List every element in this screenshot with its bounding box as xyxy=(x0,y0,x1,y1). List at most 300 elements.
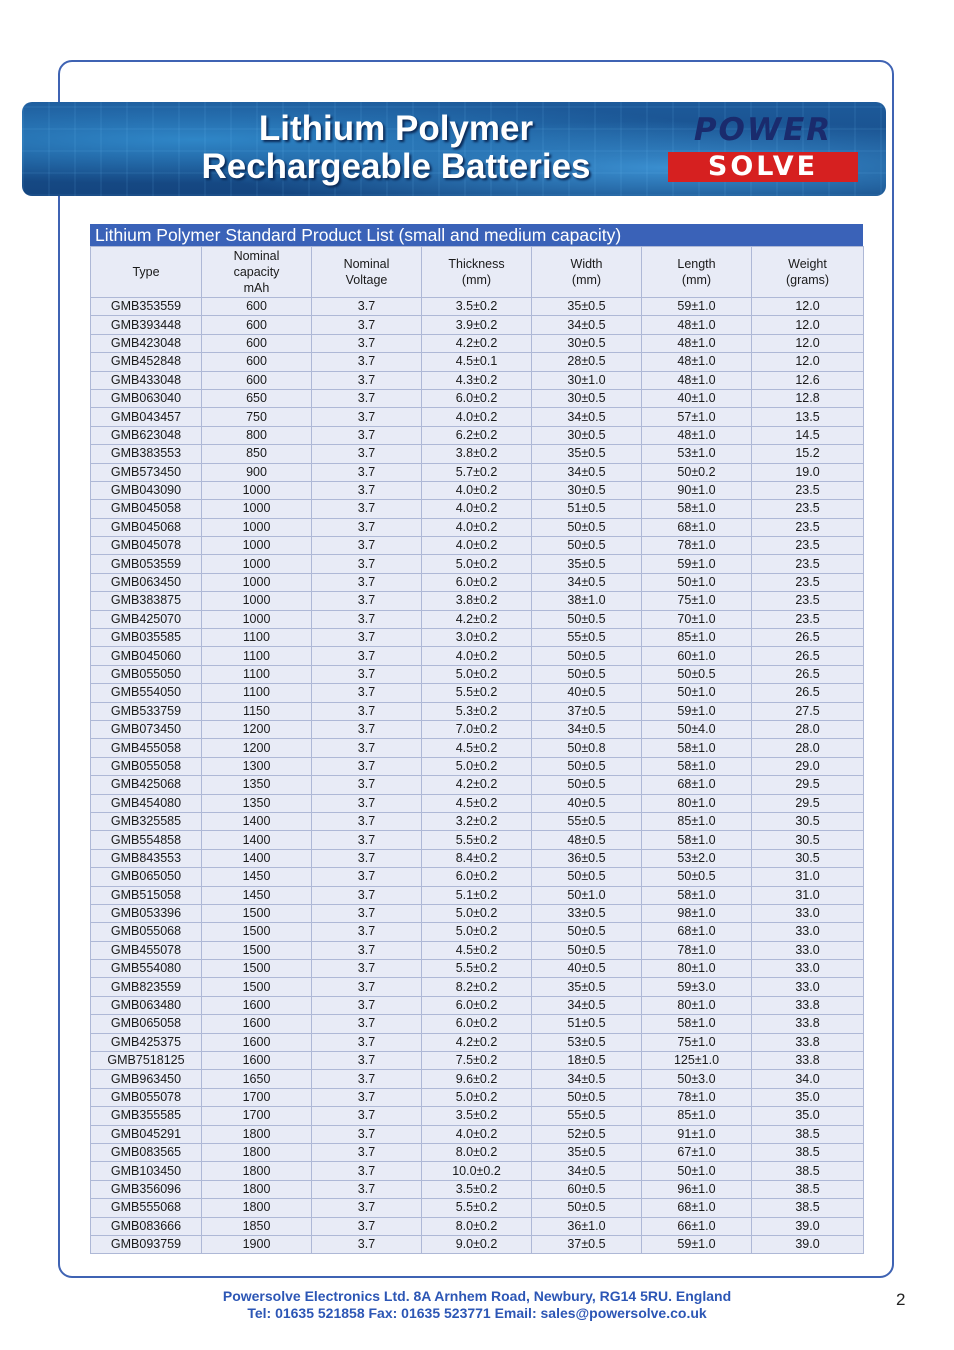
table-cell: 1450 xyxy=(202,868,312,886)
product-table-section xyxy=(90,224,863,1254)
table-cell: 1500 xyxy=(202,978,312,996)
table-cell: GMB963450 xyxy=(91,1070,202,1088)
table-cell: 48±0.5 xyxy=(532,831,642,849)
table-cell: 1300 xyxy=(202,757,312,775)
table-cell: 600 xyxy=(202,298,312,316)
table-cell: 38±1.0 xyxy=(532,592,642,610)
column-header-line: (mm) xyxy=(681,273,712,287)
table-cell: 38.5 xyxy=(752,1199,864,1217)
table-cell: 3.7 xyxy=(312,1199,422,1217)
table-cell: 58±1.0 xyxy=(642,500,752,518)
table-cell: 29.0 xyxy=(752,757,864,775)
table-cell: 50±1.0 xyxy=(642,684,752,702)
table-cell: 26.5 xyxy=(752,665,864,683)
table-cell: GMB554080 xyxy=(91,960,202,978)
table-cell: 36±1.0 xyxy=(532,1217,642,1235)
table-cell: GMB053396 xyxy=(91,904,202,922)
table-cell: 35.0 xyxy=(752,1107,864,1125)
table-cell: 68±1.0 xyxy=(642,776,752,794)
table-cell: 50±4.0 xyxy=(642,720,752,738)
table-cell: 14.5 xyxy=(752,426,864,444)
table-row xyxy=(91,298,864,316)
table-cell: 1100 xyxy=(202,684,312,702)
table-cell: 3.7 xyxy=(312,960,422,978)
table-cell: 3.7 xyxy=(312,923,422,941)
table-cell: 53±0.5 xyxy=(532,1033,642,1051)
table-cell: 50±0.8 xyxy=(532,739,642,757)
table-cell: 33.8 xyxy=(752,1015,864,1033)
table-cell: 3.8±0.2 xyxy=(422,592,532,610)
table-cell: 12.8 xyxy=(752,389,864,407)
table-cell: 5.5±0.2 xyxy=(422,831,532,849)
table-cell: 4.5±0.2 xyxy=(422,739,532,757)
table-cell: GMB063450 xyxy=(91,573,202,591)
table-cell: 1500 xyxy=(202,941,312,959)
table-cell: 1700 xyxy=(202,1107,312,1125)
table-cell: GMB053559 xyxy=(91,555,202,573)
table-cell: 85±1.0 xyxy=(642,812,752,830)
table-row xyxy=(91,776,864,794)
table-cell: GMB455078 xyxy=(91,941,202,959)
column-header-line: Nominal xyxy=(343,257,390,271)
table-cell: 1900 xyxy=(202,1235,312,1253)
table-cell: 58±1.0 xyxy=(642,739,752,757)
table-cell: 50±0.5 xyxy=(642,868,752,886)
table-header-row xyxy=(91,247,864,298)
table-cell: 35±0.5 xyxy=(532,555,642,573)
table-cell: GMB045060 xyxy=(91,647,202,665)
table-row xyxy=(91,1143,864,1161)
table-cell: 5.0±0.2 xyxy=(422,757,532,775)
table-cell: 33.0 xyxy=(752,978,864,996)
table-cell: 4.0±0.2 xyxy=(422,537,532,555)
table-row xyxy=(91,1235,864,1253)
table-cell: 50±0.2 xyxy=(642,463,752,481)
table-cell: 6.0±0.2 xyxy=(422,573,532,591)
table-row xyxy=(91,518,864,536)
table-row xyxy=(91,1088,864,1106)
table-cell: 3.5±0.2 xyxy=(422,1180,532,1198)
table-cell: 1350 xyxy=(202,776,312,794)
table-cell: 90±1.0 xyxy=(642,481,752,499)
table-row xyxy=(91,684,864,702)
table-cell: 3.7 xyxy=(312,849,422,867)
table-cell: 30.5 xyxy=(752,812,864,830)
table-cell: 50±0.5 xyxy=(532,868,642,886)
table-cell: 34±0.5 xyxy=(532,573,642,591)
table-row xyxy=(91,537,864,555)
table-cell: 3.7 xyxy=(312,1162,422,1180)
table-cell: 33.0 xyxy=(752,923,864,941)
table-cell: 37±0.5 xyxy=(532,1235,642,1253)
table-cell: 1600 xyxy=(202,1052,312,1070)
table-cell: 5.7±0.2 xyxy=(422,463,532,481)
column-header-line: (mm) xyxy=(461,273,492,287)
table-cell: GMB063480 xyxy=(91,996,202,1014)
table-cell: GMB515058 xyxy=(91,886,202,904)
table-cell: GMB554858 xyxy=(91,831,202,849)
table-cell: 5.5±0.2 xyxy=(422,684,532,702)
table-cell: 3.7 xyxy=(312,794,422,812)
table-cell: 3.7 xyxy=(312,463,422,481)
table-cell: 3.7 xyxy=(312,389,422,407)
table-cell: GMB423048 xyxy=(91,334,202,352)
table-cell: GMB065050 xyxy=(91,868,202,886)
table-cell: 7.5±0.2 xyxy=(422,1052,532,1070)
table-cell: 1000 xyxy=(202,592,312,610)
table-cell: 18±0.5 xyxy=(532,1052,642,1070)
table-cell: 1850 xyxy=(202,1217,312,1235)
table-cell: 3.7 xyxy=(312,868,422,886)
table-cell: 30±0.5 xyxy=(532,334,642,352)
table-cell: 33.8 xyxy=(752,996,864,1014)
table-caption: Lithium Polymer Standard Product List (small and medium capacity) xyxy=(90,224,863,246)
column-header-line: capacity xyxy=(233,265,280,279)
table-cell: 34±0.5 xyxy=(532,408,642,426)
table-cell: 5.0±0.2 xyxy=(422,555,532,573)
table-cell: 38.5 xyxy=(752,1125,864,1143)
table-cell: 27.5 xyxy=(752,702,864,720)
table-cell: GMB555068 xyxy=(91,1199,202,1217)
table-cell: GMB043090 xyxy=(91,481,202,499)
table-cell: 3.7 xyxy=(312,684,422,702)
table-cell: 80±1.0 xyxy=(642,960,752,978)
table-row xyxy=(91,1107,864,1125)
table-cell: 96±1.0 xyxy=(642,1180,752,1198)
table-cell: 4.2±0.2 xyxy=(422,776,532,794)
table-cell: 3.7 xyxy=(312,1033,422,1051)
table-cell: GMB083666 xyxy=(91,1217,202,1235)
table-row xyxy=(91,923,864,941)
table-cell: 1100 xyxy=(202,647,312,665)
product-table xyxy=(90,246,864,1254)
column-header xyxy=(422,247,532,298)
table-cell: 28.0 xyxy=(752,739,864,757)
table-cell: 7.0±0.2 xyxy=(422,720,532,738)
table-cell: GMB093759 xyxy=(91,1235,202,1253)
powersolve-logo xyxy=(664,114,864,184)
table-cell: 33.0 xyxy=(752,904,864,922)
table-cell: 39.0 xyxy=(752,1235,864,1253)
table-cell: GMB055078 xyxy=(91,1088,202,1106)
table-cell: 5.5±0.2 xyxy=(422,960,532,978)
table-cell: 30±0.5 xyxy=(532,389,642,407)
table-cell: GMB393448 xyxy=(91,316,202,334)
table-cell: 48±1.0 xyxy=(642,334,752,352)
table-cell: 15.2 xyxy=(752,445,864,463)
table-cell: 59±1.0 xyxy=(642,1235,752,1253)
column-header-line: Width xyxy=(570,257,603,271)
table-cell: 3.7 xyxy=(312,776,422,794)
table-cell: GMB055068 xyxy=(91,923,202,941)
table-cell: 59±1.0 xyxy=(642,555,752,573)
table-cell: 6.0±0.2 xyxy=(422,389,532,407)
table-cell: 26.5 xyxy=(752,629,864,647)
banner-title-line2: Rechargeable Batteries xyxy=(201,147,591,186)
table-cell: 1400 xyxy=(202,831,312,849)
table-cell: 3.9±0.2 xyxy=(422,316,532,334)
table-cell: 36±0.5 xyxy=(532,849,642,867)
table-cell: 30±0.5 xyxy=(532,481,642,499)
logo-bottom-text: SOLVE xyxy=(668,152,858,182)
table-cell: 3.7 xyxy=(312,812,422,830)
column-header-line: Type xyxy=(132,265,160,279)
column-header-line: (mm) xyxy=(571,273,602,287)
table-cell: 59±3.0 xyxy=(642,978,752,996)
table-cell: 6.0±0.2 xyxy=(422,996,532,1014)
column-header xyxy=(312,247,422,298)
table-cell: 4.2±0.2 xyxy=(422,610,532,628)
table-cell: 59±1.0 xyxy=(642,702,752,720)
table-cell: 3.7 xyxy=(312,518,422,536)
table-row xyxy=(91,389,864,407)
table-row xyxy=(91,904,864,922)
table-cell: GMB045058 xyxy=(91,500,202,518)
table-row xyxy=(91,463,864,481)
table-row xyxy=(91,720,864,738)
table-cell: 5.1±0.2 xyxy=(422,886,532,904)
table-cell: 50±0.5 xyxy=(532,537,642,555)
table-cell: 6.2±0.2 xyxy=(422,426,532,444)
table-cell: 9.6±0.2 xyxy=(422,1070,532,1088)
column-header xyxy=(91,247,202,298)
table-cell: 59±1.0 xyxy=(642,298,752,316)
table-cell: 33.0 xyxy=(752,941,864,959)
table-cell: 34±0.5 xyxy=(532,1162,642,1180)
table-cell: 4.3±0.2 xyxy=(422,371,532,389)
table-cell: 67±1.0 xyxy=(642,1143,752,1161)
table-cell: 34±0.5 xyxy=(532,996,642,1014)
table-cell: 48±1.0 xyxy=(642,353,752,371)
table-row xyxy=(91,1052,864,1070)
table-cell: GMB073450 xyxy=(91,720,202,738)
table-cell: 1800 xyxy=(202,1125,312,1143)
column-header xyxy=(642,247,752,298)
table-cell: 4.5±0.2 xyxy=(422,941,532,959)
table-cell: 40±1.0 xyxy=(642,389,752,407)
table-cell: 34±0.5 xyxy=(532,463,642,481)
table-cell: 68±1.0 xyxy=(642,518,752,536)
table-cell: 12.0 xyxy=(752,353,864,371)
table-cell: 1800 xyxy=(202,1143,312,1161)
table-cell: 3.7 xyxy=(312,739,422,757)
table-cell: 1800 xyxy=(202,1180,312,1198)
table-cell: 66±1.0 xyxy=(642,1217,752,1235)
table-cell: 29.5 xyxy=(752,794,864,812)
table-row xyxy=(91,794,864,812)
table-cell: 600 xyxy=(202,353,312,371)
table-cell: 50±0.5 xyxy=(532,1199,642,1217)
table-cell: 40±0.5 xyxy=(532,794,642,812)
table-row xyxy=(91,996,864,1014)
table-cell: 3.7 xyxy=(312,445,422,463)
table-cell: GMB533759 xyxy=(91,702,202,720)
table-cell: GMB425068 xyxy=(91,776,202,794)
table-cell: 58±1.0 xyxy=(642,831,752,849)
table-cell: 68±1.0 xyxy=(642,923,752,941)
table-cell: 23.5 xyxy=(752,610,864,628)
table-cell: 3.7 xyxy=(312,665,422,683)
table-cell: 3.7 xyxy=(312,334,422,352)
column-header-line: Nominal xyxy=(233,249,280,263)
table-cell: 1600 xyxy=(202,996,312,1014)
table-cell: 3.7 xyxy=(312,610,422,628)
table-row xyxy=(91,316,864,334)
table-cell: 3.7 xyxy=(312,831,422,849)
table-cell: 50±1.0 xyxy=(642,1162,752,1180)
table-cell: 600 xyxy=(202,371,312,389)
table-cell: 1800 xyxy=(202,1162,312,1180)
table-row xyxy=(91,353,864,371)
table-cell: 75±1.0 xyxy=(642,1033,752,1051)
table-cell: 13.5 xyxy=(752,408,864,426)
table-cell: 50±0.5 xyxy=(532,518,642,536)
table-cell: 1100 xyxy=(202,665,312,683)
table-cell: 3.5±0.2 xyxy=(422,1107,532,1125)
table-body xyxy=(91,298,864,1254)
table-cell: 1200 xyxy=(202,720,312,738)
table-cell: GMB433048 xyxy=(91,371,202,389)
table-cell: 28±0.5 xyxy=(532,353,642,371)
table-cell: 50±0.5 xyxy=(642,665,752,683)
table-cell: 3.7 xyxy=(312,371,422,389)
table-cell: 125±1.0 xyxy=(642,1052,752,1070)
table-cell: 1000 xyxy=(202,555,312,573)
table-cell: 850 xyxy=(202,445,312,463)
column-header-line: Voltage xyxy=(345,273,388,287)
table-cell: 40±0.5 xyxy=(532,684,642,702)
table-cell: GMB452848 xyxy=(91,353,202,371)
table-row xyxy=(91,739,864,757)
column-header xyxy=(752,247,864,298)
table-cell: 3.7 xyxy=(312,720,422,738)
table-cell: 3.7 xyxy=(312,555,422,573)
table-cell: 23.5 xyxy=(752,481,864,499)
table-cell: GMB843553 xyxy=(91,849,202,867)
table-cell: 50±0.5 xyxy=(532,923,642,941)
table-cell: 3.7 xyxy=(312,1070,422,1088)
table-cell: 38.5 xyxy=(752,1180,864,1198)
table-cell: 50±1.0 xyxy=(642,573,752,591)
table-cell: GMB035585 xyxy=(91,629,202,647)
table-cell: 78±1.0 xyxy=(642,941,752,959)
table-row xyxy=(91,960,864,978)
table-cell: GMB573450 xyxy=(91,463,202,481)
table-cell: 91±1.0 xyxy=(642,1125,752,1143)
table-cell: 33.8 xyxy=(752,1052,864,1070)
table-cell: 48±1.0 xyxy=(642,316,752,334)
table-cell: GMB325585 xyxy=(91,812,202,830)
table-cell: 600 xyxy=(202,334,312,352)
column-header-line: (grams) xyxy=(785,273,830,287)
footer-address: Powersolve Electronics Ltd. 8A Arnhem Road, Newbury, RG14 5RU. England xyxy=(222,1288,732,1304)
table-row xyxy=(91,1162,864,1180)
table-cell: GMB425070 xyxy=(91,610,202,628)
table-cell: GMB045291 xyxy=(91,1125,202,1143)
table-cell: 3.7 xyxy=(312,1217,422,1235)
table-row xyxy=(91,371,864,389)
table-cell: 3.7 xyxy=(312,1088,422,1106)
table-cell: 1200 xyxy=(202,739,312,757)
table-cell: 900 xyxy=(202,463,312,481)
table-cell: 30.5 xyxy=(752,831,864,849)
table-row xyxy=(91,1125,864,1143)
table-cell: 1800 xyxy=(202,1199,312,1217)
table-cell: GMB454080 xyxy=(91,794,202,812)
table-cell: 1650 xyxy=(202,1070,312,1088)
table-cell: 98±1.0 xyxy=(642,904,752,922)
table-cell: 3.7 xyxy=(312,316,422,334)
table-cell: 12.0 xyxy=(752,334,864,352)
table-cell: 1500 xyxy=(202,960,312,978)
table-row xyxy=(91,500,864,518)
table-cell: 58±1.0 xyxy=(642,757,752,775)
table-cell: 50±0.5 xyxy=(532,941,642,959)
table-cell: 4.5±0.2 xyxy=(422,794,532,812)
table-cell: 4.5±0.1 xyxy=(422,353,532,371)
table-row xyxy=(91,812,864,830)
table-cell: 55±0.5 xyxy=(532,812,642,830)
table-cell: 3.7 xyxy=(312,1107,422,1125)
table-cell: 50±0.5 xyxy=(532,757,642,775)
table-cell: 38.5 xyxy=(752,1143,864,1161)
table-row xyxy=(91,610,864,628)
table-cell: 1600 xyxy=(202,1033,312,1051)
table-cell: 8.0±0.2 xyxy=(422,1217,532,1235)
banner-title xyxy=(146,110,646,186)
table-row xyxy=(91,1199,864,1217)
table-cell: 60±0.5 xyxy=(532,1180,642,1198)
table-cell: 5.0±0.2 xyxy=(422,1088,532,1106)
table-cell: GMB103450 xyxy=(91,1162,202,1180)
table-cell: 6.0±0.2 xyxy=(422,1015,532,1033)
table-cell: 33±0.5 xyxy=(532,904,642,922)
table-cell: GMB055058 xyxy=(91,757,202,775)
table-cell: 35±0.5 xyxy=(532,978,642,996)
table-cell: 8.2±0.2 xyxy=(422,978,532,996)
table-cell: 1100 xyxy=(202,629,312,647)
table-cell: 29.5 xyxy=(752,776,864,794)
table-cell: 3.7 xyxy=(312,702,422,720)
table-cell: GMB383553 xyxy=(91,445,202,463)
table-cell: GMB623048 xyxy=(91,426,202,444)
table-row xyxy=(91,849,864,867)
table-cell: 23.5 xyxy=(752,500,864,518)
table-cell: 1700 xyxy=(202,1088,312,1106)
table-cell: GMB065058 xyxy=(91,1015,202,1033)
table-cell: GMB383875 xyxy=(91,592,202,610)
table-cell: 3.7 xyxy=(312,1180,422,1198)
table-cell: 1450 xyxy=(202,886,312,904)
table-cell: GMB045068 xyxy=(91,518,202,536)
table-cell: 60±1.0 xyxy=(642,647,752,665)
table-cell: 35.0 xyxy=(752,1088,864,1106)
table-cell: 1500 xyxy=(202,904,312,922)
table-cell: 3.7 xyxy=(312,629,422,647)
table-cell: 53±1.0 xyxy=(642,445,752,463)
table-row xyxy=(91,408,864,426)
table-cell: 9.0±0.2 xyxy=(422,1235,532,1253)
table-cell: 35±0.5 xyxy=(532,298,642,316)
table-row xyxy=(91,573,864,591)
table-cell: GMB063040 xyxy=(91,389,202,407)
table-cell: 57±1.0 xyxy=(642,408,752,426)
table-cell: 1000 xyxy=(202,610,312,628)
table-cell: 34±0.5 xyxy=(532,316,642,334)
table-row xyxy=(91,629,864,647)
table-cell: 8.0±0.2 xyxy=(422,1143,532,1161)
table-cell: 3.7 xyxy=(312,592,422,610)
